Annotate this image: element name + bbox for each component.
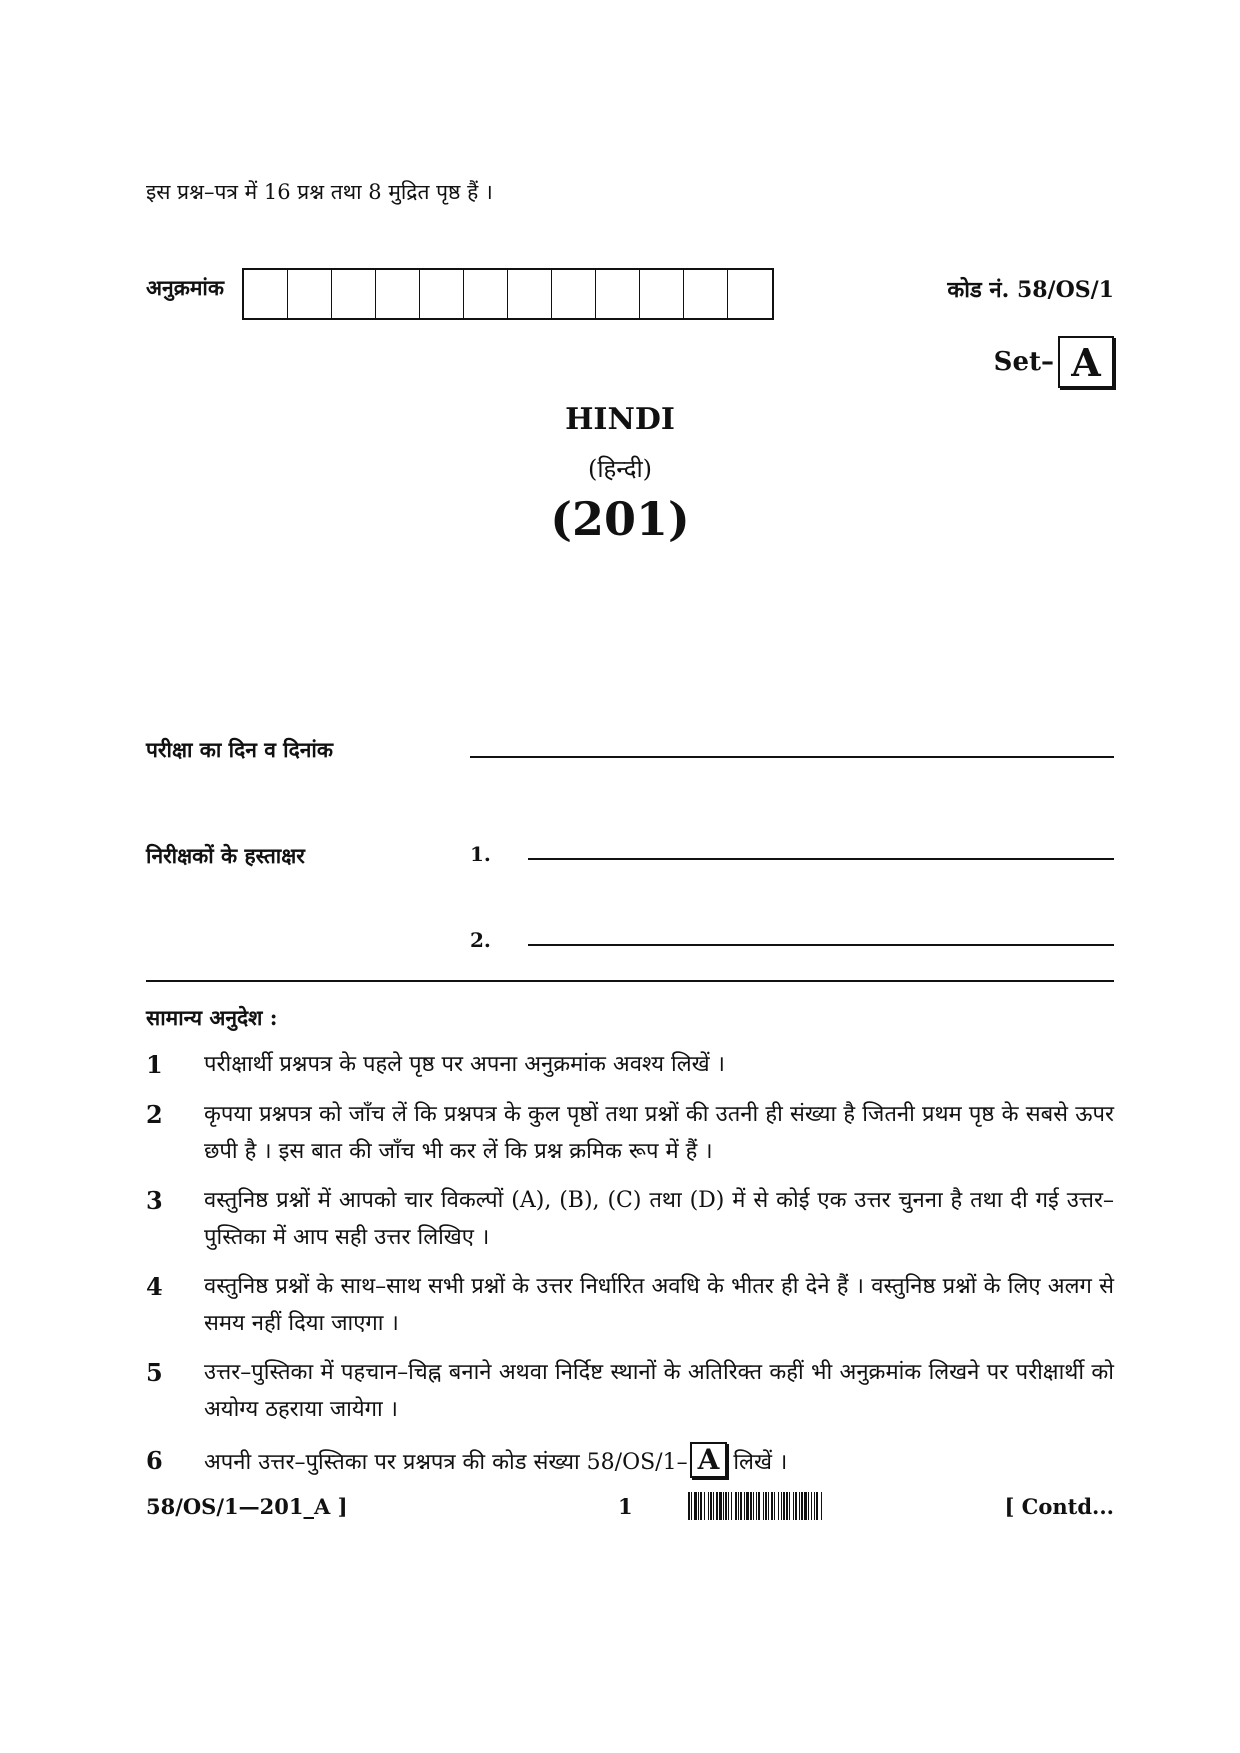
instruction-number: 6: [146, 1446, 163, 1475]
instruction-number: 3: [146, 1186, 163, 1215]
instruction-text: परीक्षार्थी प्रश्नपत्र के पहले पृष्ठ पर अपना अनुक्रमांक अवश्य लिखें ।: [204, 1052, 725, 1077]
footer-continued: [ Contd...: [1004, 1494, 1114, 1519]
footer-paper-id: 58/OS/1—201_A ]: [146, 1494, 348, 1519]
subject-title: HINDI: [565, 402, 675, 437]
roll-number-label: अनुक्रमांक: [146, 275, 224, 300]
roll-digit-box[interactable]: [288, 270, 332, 318]
subject-code: (201): [550, 492, 690, 546]
instruction-item: [146, 1354, 1114, 1428]
exam-date-label: परीक्षा का दिन व दिनांक: [146, 737, 333, 762]
instruction-number: 5: [146, 1358, 163, 1387]
signature-1-line[interactable]: [528, 858, 1114, 860]
section-divider: [146, 980, 1114, 982]
roll-number-boxes[interactable]: [242, 268, 774, 320]
instruction-text: [204, 1442, 1114, 1481]
set-code-box: A: [690, 1442, 728, 1478]
roll-digit-box[interactable]: [552, 270, 596, 318]
subject-title-hindi: (हिन्दी): [587, 455, 653, 483]
instruction-number: 4: [146, 1272, 163, 1301]
page-number: 1: [618, 1494, 633, 1519]
question-count-note: इस प्रश्न–पत्र में 16 प्रश्न तथा 8 मुद्रित पृष्ठ हैं ।: [146, 180, 493, 204]
instruction-number: 2: [146, 1100, 163, 1129]
barcode: [688, 1492, 988, 1520]
roll-digit-box[interactable]: [596, 270, 640, 318]
roll-digit-box[interactable]: [420, 270, 464, 318]
signature-1-number: 1.: [470, 842, 491, 866]
set-label: Set–: [993, 347, 1054, 377]
roll-digit-box[interactable]: [464, 270, 508, 318]
instruction-text: वस्तुनिष्ठ प्रश्नों में आपको चार विकल्पों (A), (B), (C) तथा (D) में से कोई एक उत्तर चुनना है तथा दी गई उत्तर–पुस्तिका में आप सही उत्तर लिखिए ।: [204, 1188, 1114, 1250]
roll-digit-box[interactable]: [640, 270, 684, 318]
signature-2-line[interactable]: [528, 944, 1114, 946]
instruction-item: [146, 1046, 1114, 1083]
instruction-text: उत्तर–पुस्तिका में पहचान–चिह्न बनाने अथवा निर्दिष्ट स्थानों के अतिरिक्त कहीं भी अनुक्रमांक लिखने पर परीक्षार्थी को अयोग्य ठहराया जायेगा ।: [204, 1360, 1114, 1422]
roll-digit-box[interactable]: [332, 270, 376, 318]
instruction-item: [146, 1182, 1114, 1256]
invigilator-signature-label: निरीक्षकों के हस्ताक्षर: [146, 843, 305, 868]
instruction-item: [146, 1268, 1114, 1342]
paper-code: कोड नं. 58/OS/1: [947, 277, 1114, 303]
instruction-number: 1: [146, 1050, 163, 1079]
roll-digit-box[interactable]: [376, 270, 420, 318]
instruction-item: [146, 1096, 1114, 1170]
exam-date-line[interactable]: [470, 756, 1114, 758]
signature-2-number: 2.: [470, 928, 491, 952]
instruction-item: [146, 1442, 1114, 1481]
instruction-text-after: लिखें ।: [733, 1450, 788, 1475]
instruction-text: वस्तुनिष्ठ प्रश्नों के साथ–साथ सभी प्रश्नों के उत्तर निर्धारित अवधि के भीतर ही देने हैं । वस्तुनिष्ठ प्रश्नों के लिए अलग से समय नहीं दिया जाएगा ।: [204, 1274, 1114, 1336]
roll-digit-box[interactable]: [684, 270, 728, 318]
instructions-heading: सामान्य अनुदेश :: [146, 1005, 278, 1030]
roll-digit-box[interactable]: [508, 270, 552, 318]
set-indicator: [994, 336, 1114, 388]
roll-digit-box[interactable]: [244, 270, 288, 318]
instruction-text: कृपया प्रश्नपत्र को जाँच लें कि प्रश्नपत्र के कुल पृष्ठों तथा प्रश्नों की उतनी ही संख्या है जितनी प्रथम पृष्ठ के सबसे ऊपर छपी है । इस बात की जाँच भी कर लें कि प्रश्न क्रमिक रूप में हैं ।: [204, 1102, 1114, 1164]
set-value-box: A: [1058, 336, 1114, 388]
roll-digit-box[interactable]: [728, 270, 772, 318]
instruction-text-before: अपनी उत्तर–पुस्तिका पर प्रश्नपत्र की कोड संख्या 58/OS/1–: [204, 1450, 688, 1475]
